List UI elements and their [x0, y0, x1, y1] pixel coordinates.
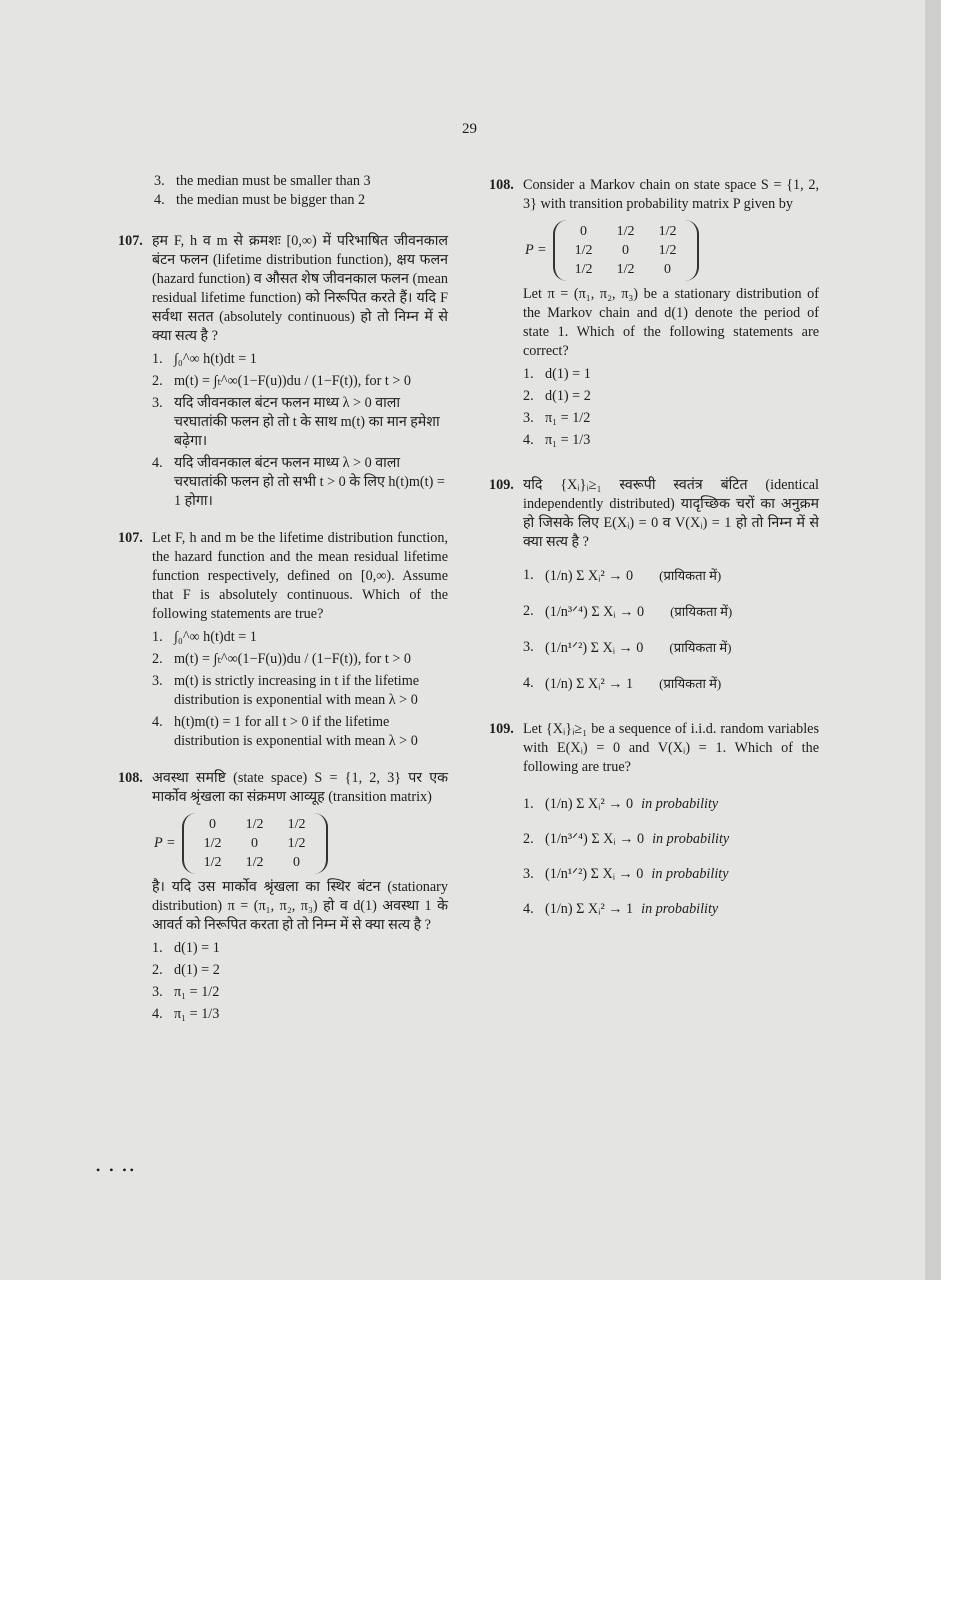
matrix-cell: 1/2	[203, 836, 222, 851]
question-text-continued: Let π = (π₁, π₂, π₃) be a stationary distribution of the Markov chain and d(1) denote the period of state 1. Which of the following statements are correct?	[523, 286, 819, 359]
matrix-cell: 0	[209, 817, 217, 832]
option-tag: (प्रायिकता में)	[659, 568, 722, 583]
matrix-label: P =	[154, 835, 176, 851]
question-107-hindi	[118, 232, 448, 511]
matrix-cell: 0	[293, 855, 301, 870]
question-109-hindi	[489, 476, 819, 694]
matrix-cell: 0	[251, 836, 259, 851]
option: 3. π₁ = 1/2	[523, 410, 591, 426]
option-tag: (प्रायिकता में)	[669, 640, 732, 655]
options	[489, 365, 819, 450]
question-108-english	[489, 176, 819, 450]
matrix-cell: 1/2	[287, 836, 306, 851]
question-text: Let F, h and m be the lifetime distribution function, the hazard function and the mean residual lifetime function respectively, defined on [0,∞). Assume that F is absolutely continuous. Which of the following statements are true?	[152, 530, 448, 622]
matrix-cell: 0	[622, 243, 630, 258]
option: 4. यदि जीवनकाल बंटन फलन माध्य λ > 0 वाला चरघातांकी फलन हो तो सभी t > 0 के लिए h(t)m(t) = 1 होगा।	[152, 455, 445, 509]
matrix-grid	[182, 813, 328, 874]
option-tag: (प्रायिकता में)	[670, 604, 733, 619]
matrix-cell: 1/2	[574, 243, 593, 258]
option: 1. (1/n) Σ Xᵢ² → 0 in probability	[523, 796, 719, 812]
option: 2. d(1) = 2	[523, 388, 591, 404]
option: 1. (1/n) Σ Xᵢ² → 0 (प्रायिकता में)	[523, 567, 722, 584]
option: 3. π₁ = 1/2	[152, 984, 220, 1000]
option: 3. यदि जीवनकाल बंटन फलन माध्य λ > 0 वाला चरघातांकी फलन हो तो t के साथ m(t) का मान हमेशा बढ़ेगा।	[152, 395, 440, 449]
matrix-cell: 1/2	[287, 817, 306, 832]
matrix-cell: 0	[664, 262, 672, 277]
carry-over-options	[118, 172, 448, 210]
option-tag: in probability	[652, 831, 730, 847]
option: 4. h(t)m(t) = 1 for all t > 0 if the lifetime distribution is exponential with mean λ > 0	[152, 714, 418, 749]
question-number: 108.	[489, 177, 514, 193]
options	[118, 350, 448, 511]
option: 4. (1/n) Σ Xᵢ² → 1 (प्रायिकता में)	[523, 675, 722, 692]
question-text: Consider a Markov chain on state space S = {1, 2, 3} with transition probability matrix P given by	[523, 177, 819, 212]
matrix-cell: 0	[580, 224, 588, 239]
matrix-cell: 1/2	[245, 817, 264, 832]
option-tag: in probability	[651, 866, 729, 882]
option-tag: in probability	[641, 796, 719, 812]
matrix-cell: 1/2	[616, 224, 635, 239]
question-108-hindi	[118, 769, 448, 1024]
carry-over-option: 3. the median must be smaller than 3	[154, 173, 371, 189]
left-column	[118, 172, 448, 1042]
options	[118, 628, 448, 751]
option: 2. (1/n³ᐟ⁴) Σ Xᵢ → 0 in probability	[523, 831, 730, 847]
option: 2. m(t) = ∫ₜ^∞(1−F(u))du / (1−F(t)), for t > 0	[152, 373, 412, 389]
option: 1. ∫₀^∞ h(t)dt = 1	[152, 629, 257, 645]
right-column	[489, 176, 819, 937]
question-number: 108.	[118, 770, 143, 786]
option: 4. (1/n) Σ Xᵢ² → 1 in probability	[523, 901, 719, 917]
option: 2. m(t) = ∫ₜ^∞(1−F(u))du / (1−F(t)), for t > 0	[152, 651, 412, 667]
transition-matrix	[154, 813, 448, 874]
option: 3. (1/n¹ᐟ²) Σ Xᵢ → 0 in probability	[523, 866, 729, 882]
matrix-cell: 1/2	[658, 224, 677, 239]
option-tag: in probability	[641, 901, 719, 917]
matrix-cell: 1/2	[203, 855, 222, 870]
question-107-english	[118, 529, 448, 751]
question-number: 109.	[489, 477, 514, 493]
page-number: 29	[462, 121, 477, 137]
question-109-english	[489, 720, 819, 919]
question-text-continued: है। यदि उस मार्कोव श्रृंखला का स्थिर बंटन (stationary distribution) π = (π₁, π₂, π₃) हो व d(1) अवस्था 1 के आवर्त को निरूपित करता हो तो निम्न में से क्या सत्य है ?	[152, 879, 448, 933]
carry-over-option: 4. the median must be bigger than 2	[154, 192, 366, 208]
option: 3. m(t) is strictly increasing in t if the lifetime distribution is exponential with mean λ > 0	[152, 673, 420, 708]
question-text: यदि {Xᵢ}ᵢ≥₁ स्वरूपी स्वतंत्र बंटित (identical independently distributed) यादृच्छिक चरों का अनुक्रम हो जिसके लिए E(Xᵢ) = 0 व V(Xᵢ) = 1 हो तो निम्न में से क्या सत्य है ?	[523, 477, 819, 550]
question-text: Let {Xᵢ}ᵢ≥₁ be a sequence of i.i.d. random variables with E(Xᵢ) = 0 and V(Xᵢ) = 1. Which of the following are true?	[523, 721, 819, 775]
sheet-edge	[925, 0, 941, 1280]
matrix-cell: 1/2	[574, 262, 593, 277]
matrix-label: P =	[525, 242, 547, 258]
option: 2. (1/n³ᐟ⁴) Σ Xᵢ → 0 (प्रायिकता में)	[523, 603, 733, 620]
option: 3. (1/n¹ᐟ²) Σ Xᵢ → 0 (प्रायिकता में)	[523, 639, 732, 656]
matrix-cell: 1/2	[616, 262, 635, 277]
question-number: 107.	[118, 530, 143, 546]
question-text: हम F, h व m से क्रमशः [0,∞) में परिभाषित जीवनकाल बंटन फलन (lifetime distribution function), क्षय फलन (hazard function) व औसत शेष जीवनकाल फलन (mean residual lifetime function) को निरूपित करते हैं। यदि F सर्वथा सतत (absolutely continuous) हो तो निम्न में से क्या सत्य है ?	[152, 233, 448, 344]
option: 1. d(1) = 1	[523, 366, 591, 382]
options	[489, 566, 819, 694]
option: 1. ∫₀^∞ h(t)dt = 1	[152, 351, 257, 367]
options	[489, 795, 819, 919]
matrix-cell: 1/2	[658, 243, 677, 258]
footer-dots: • • ••	[96, 1163, 137, 1177]
option-tag: (प्रायिकता में)	[659, 676, 722, 691]
option: 4. π₁ = 1/3	[523, 432, 591, 448]
option: 4. π₁ = 1/3	[152, 1006, 220, 1022]
option: 2. d(1) = 2	[152, 962, 220, 978]
matrix-grid	[553, 220, 699, 281]
option: 1. d(1) = 1	[152, 940, 220, 956]
matrix-cell: 1/2	[245, 855, 264, 870]
options	[118, 939, 448, 1024]
question-number: 109.	[489, 721, 514, 737]
question-text: अवस्था समष्टि (state space) S = {1, 2, 3} पर एक मार्कोव श्रृंखला का संक्रमण आव्यूह (transition matrix)	[152, 770, 448, 805]
transition-matrix	[525, 220, 819, 281]
question-number: 107.	[118, 233, 143, 249]
